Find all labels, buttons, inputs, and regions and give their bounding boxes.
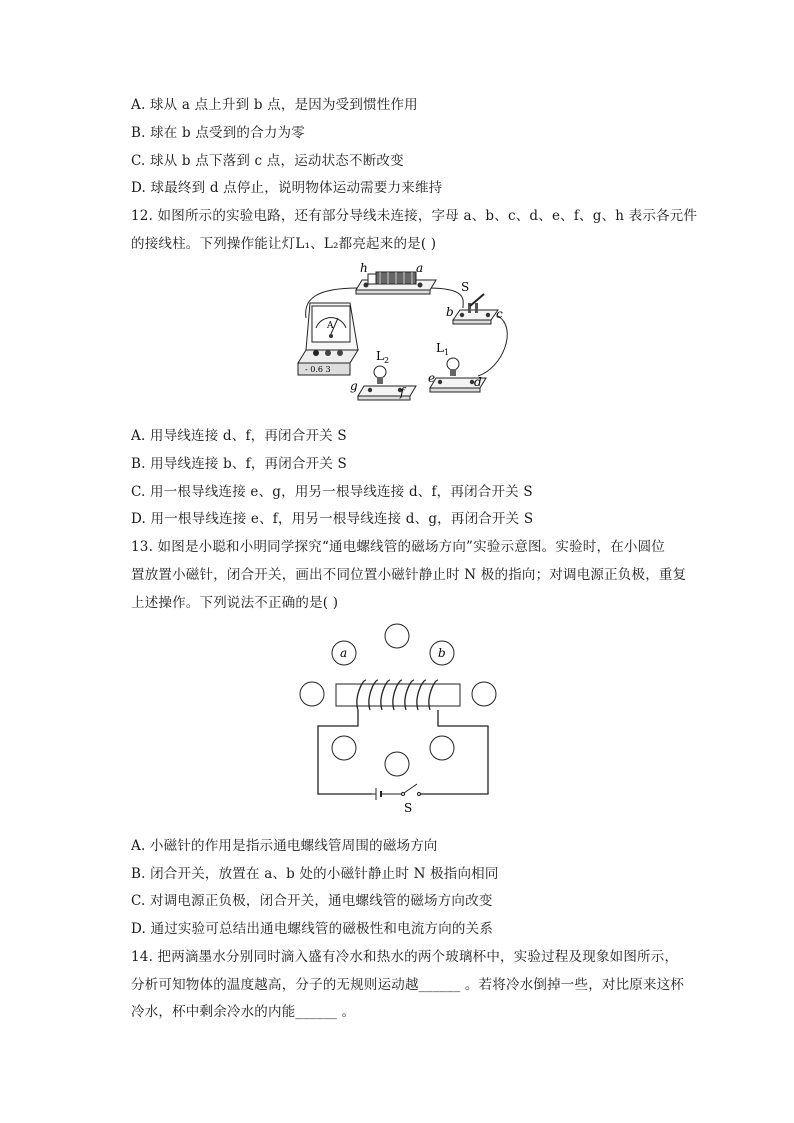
compass-bottom xyxy=(385,752,409,776)
label-l1: $L_1$ xyxy=(436,341,450,357)
label-s: S xyxy=(461,280,470,294)
q14-stem-line: 冷水，杯中剩余冷水的内能______ 。 xyxy=(131,1004,356,1020)
label-a: a xyxy=(416,261,424,275)
q12-option-d: D. 用一根导线连接 e、f，用另一根导线连接 d、g，再闭合开关 S xyxy=(131,511,534,527)
battery xyxy=(372,788,402,800)
label-h: h xyxy=(360,261,368,275)
label-s: S xyxy=(404,801,413,815)
lamp-l2 xyxy=(358,366,416,400)
compass-left xyxy=(300,682,324,706)
q13-stem-line: 置放置小磁针，闭合开关，画出不同位置小磁针静止时 N 极的指向；对调电源正负极，重复 xyxy=(131,567,687,583)
label-l2: $L_2$ xyxy=(376,349,390,365)
label-f: f xyxy=(400,385,405,399)
label-c: c xyxy=(496,307,503,321)
ammeter-terminals: - 0.6 3 xyxy=(305,365,331,374)
q13-option-c: C. 对调电源正负极，闭合开关，通电螺线管的磁场方向改变 xyxy=(131,893,493,909)
q12-stem-line: 的接线柱。下列操作能让灯L₁、L₂都亮起来的是( ) xyxy=(131,236,437,252)
q14-stem-line: 分析可知物体的温度越高，分子的无规则运动越______ 。若将冷水倒掉一些，对比原来这杯 xyxy=(131,977,685,993)
q13-option-a: A. 小磁针的作用是指示通电螺线管周围的磁场方向 xyxy=(131,838,438,854)
compass-right xyxy=(472,682,496,706)
q13-option-b: B. 闭合开关，放置在 a、b 处的小磁针静止时 N 极指向相同 xyxy=(131,866,499,882)
rheostat xyxy=(356,272,436,294)
compass-lower-right xyxy=(430,736,454,760)
q11-option-c: C. 球从 b 点下落到 c 点，运动状态不断改变 xyxy=(131,153,404,169)
solenoid-figure xyxy=(296,618,500,818)
label-b: b xyxy=(438,646,446,660)
label-b: b xyxy=(446,305,454,319)
q12-option-c: C. 用一根导线连接 e、g，用另一根导线连接 d、f，再闭合开关 S xyxy=(131,484,533,500)
q13-option-d: D. 通过实验可总结出通电螺线管的磁极性和电流方向的关系 xyxy=(131,921,494,937)
solenoid-core xyxy=(336,684,460,706)
q12-stem-line: 12. 如图所示的实验电路，还有部分导线未连接，字母 a、b、c、d、e、f、g、h 表示各元件 xyxy=(131,208,698,224)
q13-stem-line: 上述操作。下列说法不正确的是( ) xyxy=(131,595,339,611)
q12-option-a: A. 用导线连接 d、f，再闭合开关 S xyxy=(131,428,347,444)
compass-top xyxy=(385,624,409,648)
switch xyxy=(453,294,498,324)
label-d: d xyxy=(474,375,482,389)
label-e: e xyxy=(428,371,436,385)
ammeter-label: A xyxy=(327,321,334,331)
q14-stem-line: 14. 把两滴墨水分别同时滴入盛有冷水和热水的两个玻璃杯中，实验过程及现象如图所示， xyxy=(131,949,679,965)
q11-option-d: D. 球最终到 d 点停止，说明物体运动需要力来维持 xyxy=(131,180,443,196)
label-a: a xyxy=(340,646,348,660)
switch xyxy=(402,784,421,796)
q12-option-b: B. 用导线连接 b、f，再闭合开关 S xyxy=(131,456,347,472)
q11-option-b: B. 球在 b 点受到的合力为零 xyxy=(131,125,305,141)
compass-lower-left xyxy=(332,736,356,760)
label-g: g xyxy=(350,379,358,393)
q13-stem-line: 13. 如图是小聪和小明同学探究“通电螺线管的磁场方向”实验示意图。实验时，在小圆位 xyxy=(131,539,665,555)
circuit-figure xyxy=(288,258,518,408)
q11-option-a: A. 球从 a 点上升到 b 点，是因为受到惯性作用 xyxy=(131,97,418,113)
